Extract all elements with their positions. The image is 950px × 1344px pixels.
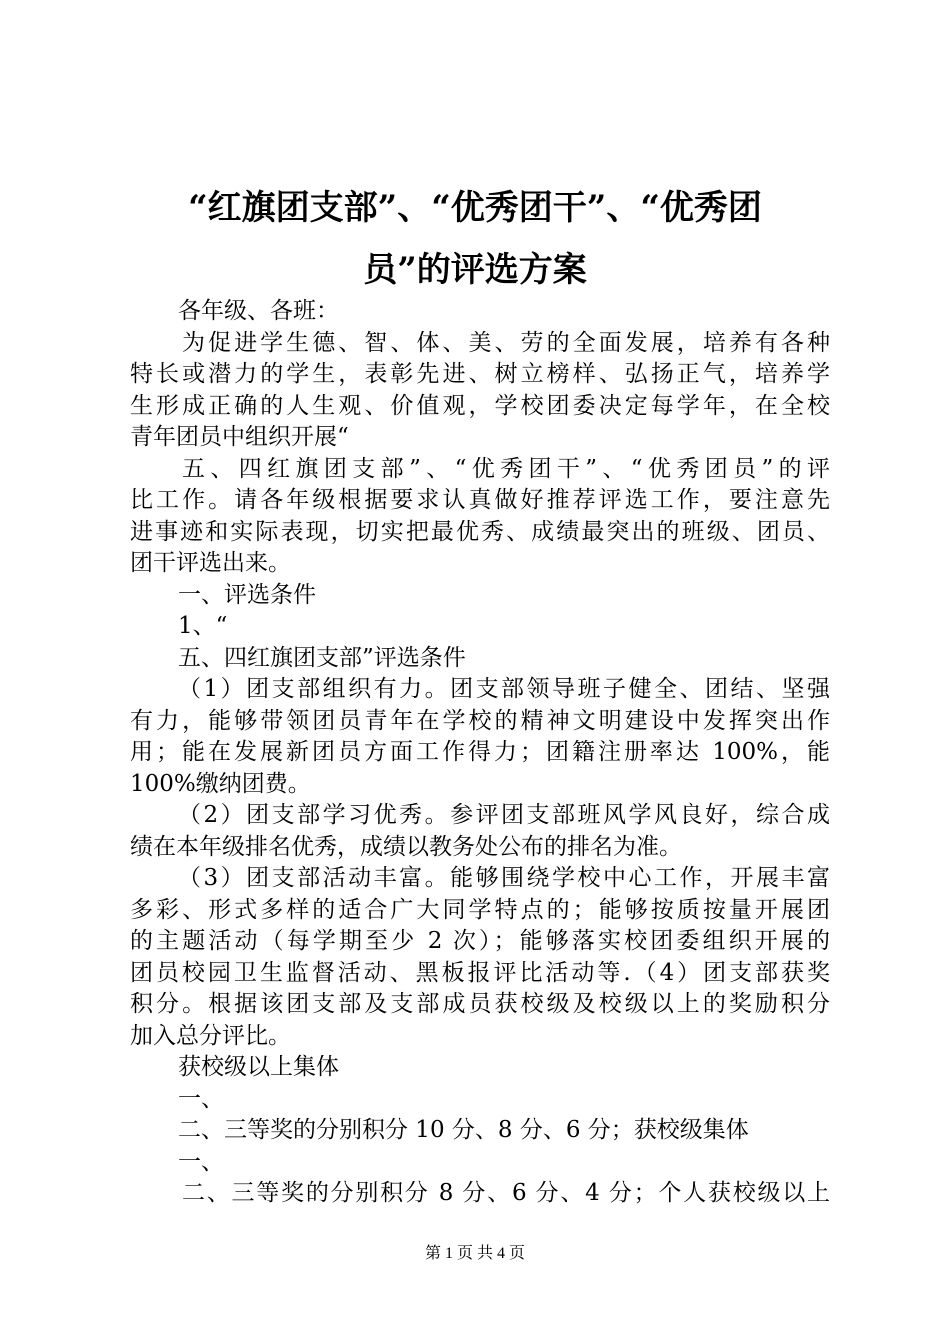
paragraph-line: 一、 (178, 1148, 224, 1175)
paragraph-line: 团干评选出来。 (130, 550, 291, 576)
paragraph-line: 一、 (178, 1085, 224, 1112)
paragraph-line: 有力，能够带领团员青年在学校的精神文明建设中发挥突出作 (130, 707, 830, 734)
paragraph-line: 加入总分评比。 (130, 1022, 291, 1049)
page-footer: 第 1 页 共 4 页 (424, 1245, 525, 1262)
paragraph-line: 五、四红旗团支部”、“优秀团干”、“优秀团员”的评 (182, 455, 830, 482)
document-body (130, 296, 830, 1210)
document-title-line-2: 员”的评选方案 (363, 250, 587, 290)
paragraph-line: 积分。根据该团支部及支部成员获校级及校级以上的奖励积分 (130, 991, 830, 1017)
paragraph-line: 团员校园卫生监督活动、黑板报评比活动等.（4）团支部获奖 (130, 959, 830, 986)
paragraph-line: 二、三等奖的分别积分 8 分、6 分、4 分；个人获校级以上 (182, 1180, 830, 1206)
section-heading: 一、评选条件 (178, 581, 316, 608)
paragraph-line: 绩在本年级排名优秀，成绩以教务处公布的排名为准。 (130, 833, 682, 860)
paragraph-line: （2）团支部学习优秀。参评团支部班风学风良好，综合成 (178, 802, 830, 828)
subsection-heading: 五、四红旗团支部”评选条件 (178, 644, 466, 671)
subsection-heading: 1、“ (178, 613, 228, 639)
paragraph-line: 的主题活动（每学期至少 2 次）；能够落实校团委组织开展的 (130, 928, 830, 954)
paragraph-line: 为促进学生德、智、体、美、劳的全面发展，培养有各种 (182, 329, 830, 356)
paragraph-line: 二、三等奖的分别积分 10 分、8 分、6 分；获校级集体 (178, 1117, 749, 1143)
paragraph-line: （1）团支部组织有力。团支部领导班子健全、团结、坚强 (178, 676, 830, 702)
paragraph-line: 生形成正确的人生观、价值观，学校团委决定每学年，在全校 (130, 392, 830, 419)
paragraph-line: 获校级以上集体 (178, 1054, 339, 1080)
paragraph-line: 进事迹和实际表现，切实把最优秀、成绩最突出的班级、团员、 (130, 518, 830, 545)
paragraph-line: 青年团员中组织开展“ (130, 424, 349, 450)
salutation: 各年级、各班： (178, 298, 339, 324)
paragraph-line: 用；能在发展新团员方面工作得力；团籍注册率达 100%，能 (130, 739, 830, 765)
paragraph-line: （3）团支部活动丰富。能够围绕学校中心工作，开展丰富 (178, 865, 830, 891)
paragraph-line: 100%缴纳团费。 (130, 770, 311, 797)
paragraph-line: 多彩、形式多样的适合广大同学特点的；能够按质按量开展团 (130, 896, 830, 923)
paragraph-line: 特长或潜力的学生，表彰先进、树立榜样、弘扬正气，培养学 (130, 361, 830, 387)
paragraph-line: 比工作。请各年级根据要求认真做好推荐评选工作，要注意先 (130, 487, 830, 513)
document-title-line-1: “红旗团支部”、“优秀团干”、“优秀团 (188, 188, 762, 228)
